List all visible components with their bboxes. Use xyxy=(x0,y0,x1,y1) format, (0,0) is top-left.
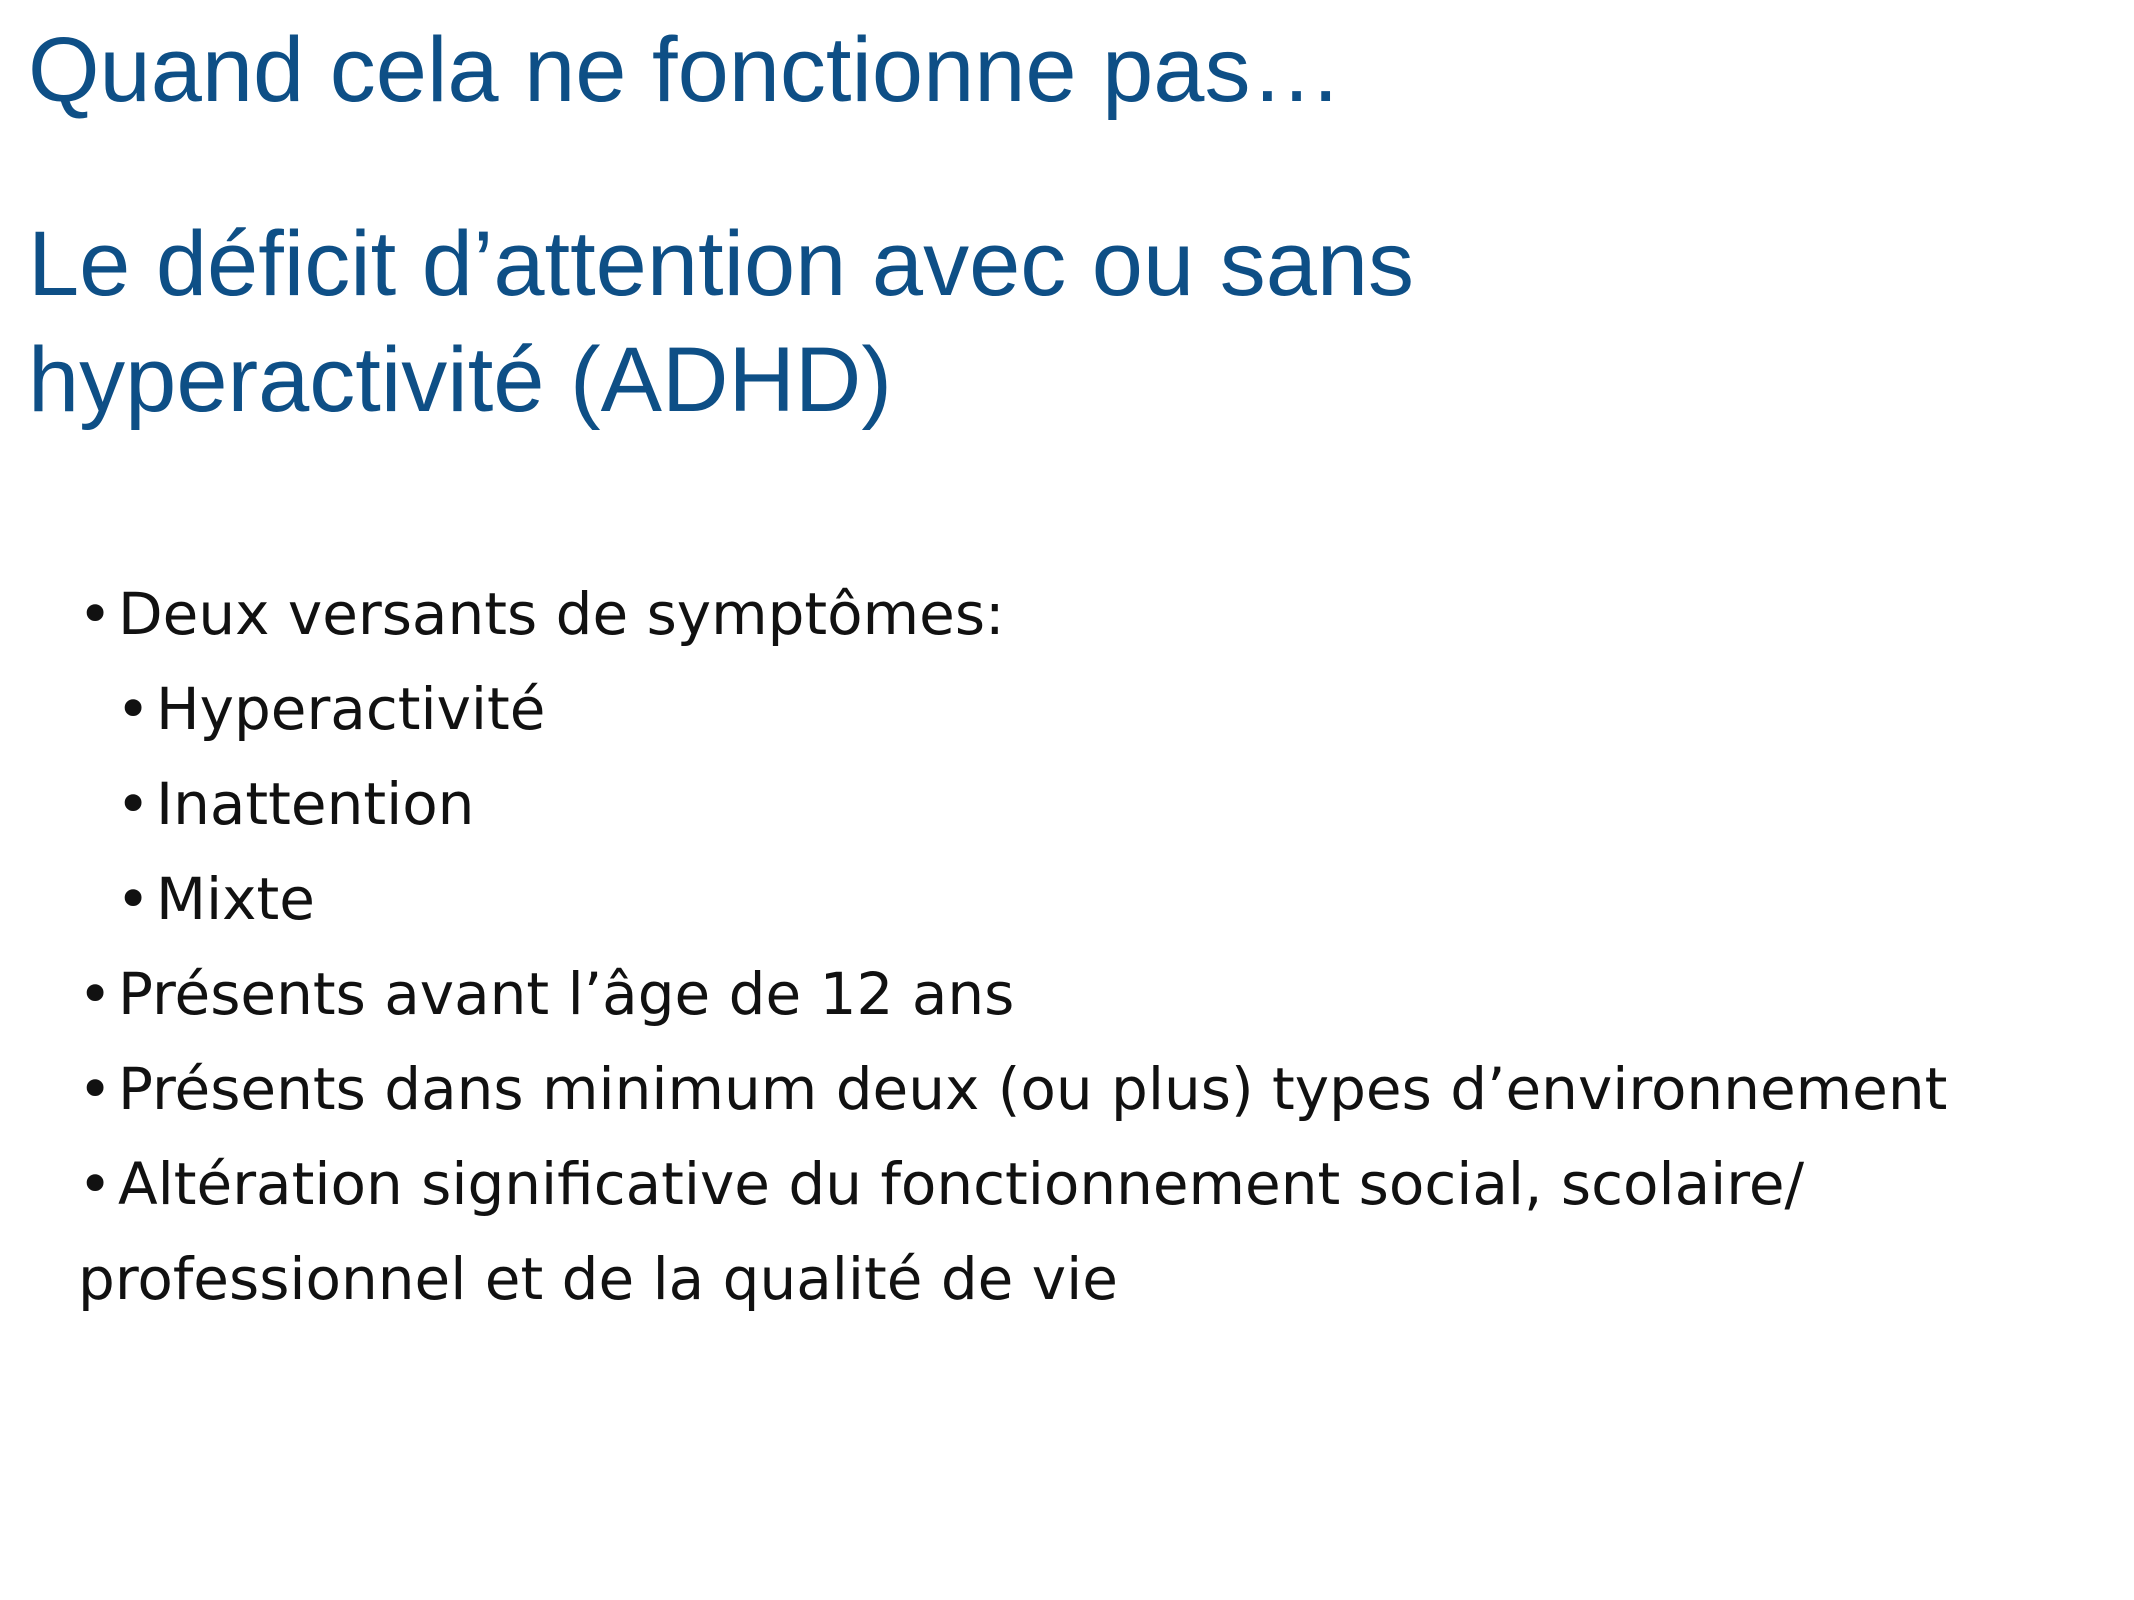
bullet-icon: • xyxy=(116,770,151,838)
bullet-item-hyperactivity xyxy=(78,662,2108,757)
bullet-item-impairment xyxy=(78,1137,2108,1232)
bullet-icon: • xyxy=(116,675,151,743)
bullet-text: Altération significative du fonctionnement social, scolaire/ xyxy=(118,1150,1805,1218)
bullet-icon: • xyxy=(116,865,151,933)
bullet-item-mixed xyxy=(78,852,2108,947)
bullet-icon: • xyxy=(78,1150,113,1218)
bullet-text: Présents dans minimum deux (ou plus) types d’environnement xyxy=(118,1055,1948,1123)
bullet-item-age xyxy=(78,947,2108,1042)
bullet-list xyxy=(78,567,2108,1327)
bullet-item-impairment-continued xyxy=(78,1232,2108,1327)
slide-title: Quand cela ne fonctionne pas… xyxy=(28,19,1343,121)
bullet-text: Hyperactivité xyxy=(156,675,546,743)
subtitle-line-2: hyperactivité (ADHD) xyxy=(28,329,892,431)
bullet-text-continued: professionnel et de la qualité de vie xyxy=(78,1245,1118,1313)
bullet-item-inattention xyxy=(78,757,2108,852)
bullet-icon: • xyxy=(78,580,113,648)
bullet-text: Présents avant l’âge de 12 ans xyxy=(118,960,1015,1028)
subtitle-line-1: Le déficit d’attention avec ou sans xyxy=(28,213,1415,315)
bullet-text: Deux versants de symptômes: xyxy=(118,580,1005,648)
bullet-text: Inattention xyxy=(156,770,475,838)
bullet-item-environments xyxy=(78,1042,2108,1137)
bullet-item-symptom-types xyxy=(78,567,2108,662)
bullet-icon: • xyxy=(78,1055,113,1123)
slide-subtitle xyxy=(28,206,1414,438)
bullet-icon: • xyxy=(78,960,113,1028)
bullet-text: Mixte xyxy=(156,865,315,933)
